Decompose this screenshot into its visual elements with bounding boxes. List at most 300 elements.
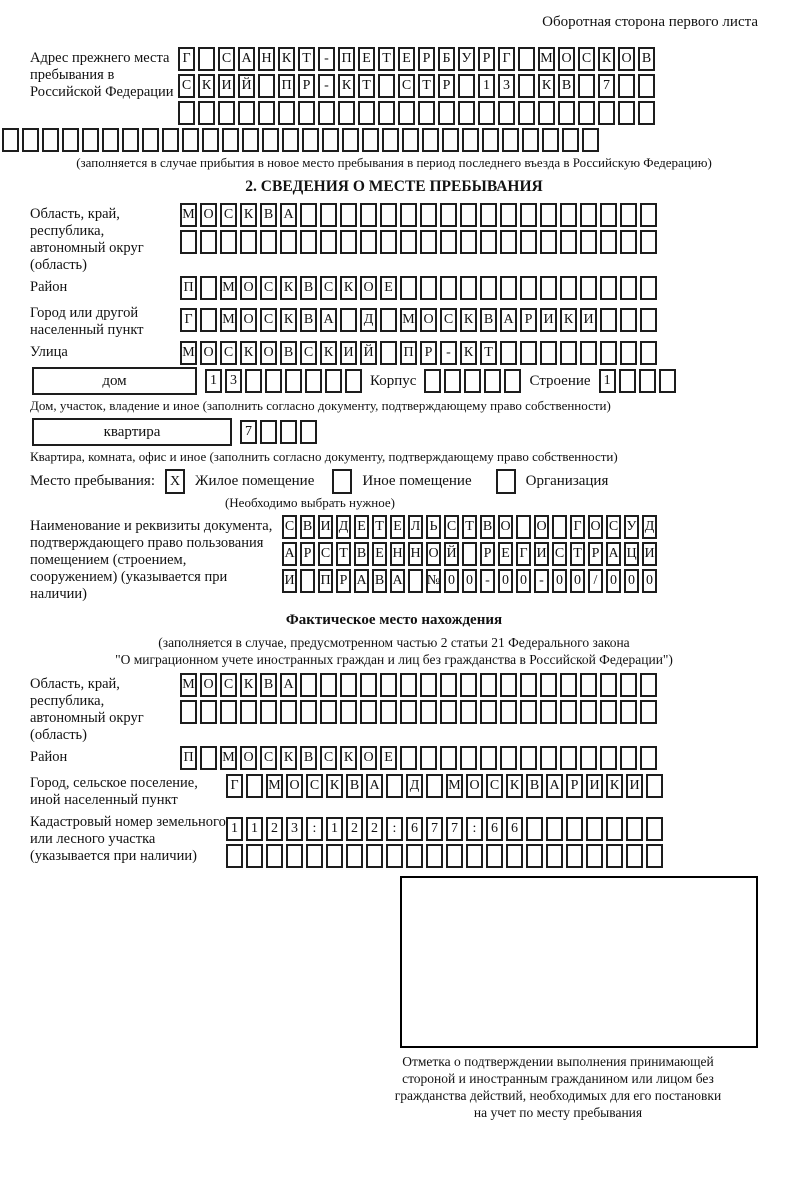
char-cell[interactable]: - bbox=[318, 47, 335, 71]
organizatsiya-checkbox[interactable] bbox=[496, 469, 516, 494]
char-cell[interactable] bbox=[226, 844, 243, 868]
fact-kadastr-row-1[interactable] bbox=[226, 817, 663, 841]
char-cell[interactable]: О bbox=[200, 673, 217, 697]
char-cell[interactable] bbox=[300, 673, 317, 697]
char-cell[interactable]: В bbox=[260, 203, 277, 227]
char-cell[interactable]: К bbox=[460, 341, 477, 365]
char-cell[interactable] bbox=[560, 341, 577, 365]
fact-gorod-row[interactable] bbox=[226, 774, 663, 798]
char-cell[interactable]: Т bbox=[378, 47, 395, 71]
char-cell[interactable]: И bbox=[318, 515, 333, 539]
char-cell[interactable]: И bbox=[642, 542, 657, 566]
char-cell[interactable] bbox=[578, 101, 595, 125]
char-cell[interactable]: С bbox=[260, 308, 277, 332]
char-cell[interactable]: Ц bbox=[624, 542, 639, 566]
char-cell[interactable] bbox=[500, 276, 517, 300]
char-cell[interactable] bbox=[500, 230, 517, 254]
char-cell[interactable] bbox=[400, 673, 417, 697]
char-cell[interactable] bbox=[480, 673, 497, 697]
char-cell[interactable] bbox=[380, 341, 397, 365]
char-cell[interactable] bbox=[260, 420, 277, 444]
char-cell[interactable]: Г bbox=[570, 515, 585, 539]
char-cell[interactable] bbox=[426, 844, 443, 868]
char-cell[interactable]: Р bbox=[420, 341, 437, 365]
char-cell[interactable]: В bbox=[638, 47, 655, 71]
char-cell[interactable] bbox=[580, 700, 597, 724]
char-cell[interactable]: Т bbox=[418, 74, 435, 98]
char-cell[interactable] bbox=[620, 230, 637, 254]
char-cell[interactable]: И bbox=[626, 774, 643, 798]
char-cell[interactable] bbox=[300, 700, 317, 724]
char-cell[interactable]: В bbox=[354, 542, 369, 566]
char-cell[interactable] bbox=[300, 203, 317, 227]
char-cell[interactable] bbox=[378, 74, 395, 98]
char-cell[interactable] bbox=[560, 746, 577, 770]
char-cell[interactable]: С bbox=[552, 542, 567, 566]
char-cell[interactable]: П bbox=[180, 276, 197, 300]
char-cell[interactable] bbox=[440, 700, 457, 724]
char-cell[interactable] bbox=[298, 101, 315, 125]
char-cell[interactable] bbox=[262, 128, 279, 152]
char-cell[interactable]: О bbox=[558, 47, 575, 71]
char-cell[interactable] bbox=[285, 369, 302, 393]
char-cell[interactable]: А bbox=[280, 673, 297, 697]
char-cell[interactable] bbox=[440, 746, 457, 770]
char-cell[interactable] bbox=[265, 369, 282, 393]
char-cell[interactable]: С bbox=[260, 276, 277, 300]
char-cell[interactable] bbox=[558, 101, 575, 125]
char-cell[interactable] bbox=[540, 746, 557, 770]
char-cell[interactable]: К bbox=[240, 673, 257, 697]
char-cell[interactable]: О bbox=[420, 308, 437, 332]
char-cell[interactable]: П bbox=[278, 74, 295, 98]
char-cell[interactable] bbox=[580, 746, 597, 770]
char-cell[interactable]: Н bbox=[258, 47, 275, 71]
char-cell[interactable] bbox=[600, 673, 617, 697]
char-cell[interactable]: М bbox=[446, 774, 463, 798]
char-cell[interactable]: П bbox=[338, 47, 355, 71]
char-cell[interactable]: П bbox=[318, 569, 333, 593]
char-cell[interactable]: И bbox=[218, 74, 235, 98]
char-cell[interactable] bbox=[62, 128, 79, 152]
char-cell[interactable]: С bbox=[220, 341, 237, 365]
char-cell[interactable] bbox=[360, 673, 377, 697]
char-cell[interactable] bbox=[400, 746, 417, 770]
char-cell[interactable] bbox=[340, 308, 357, 332]
char-cell[interactable] bbox=[640, 203, 657, 227]
char-cell[interactable]: 0 bbox=[552, 569, 567, 593]
char-cell[interactable] bbox=[498, 101, 515, 125]
char-cell[interactable]: К bbox=[326, 774, 343, 798]
char-cell[interactable] bbox=[586, 817, 603, 841]
char-cell[interactable] bbox=[460, 230, 477, 254]
char-cell[interactable] bbox=[618, 74, 635, 98]
char-cell[interactable] bbox=[640, 341, 657, 365]
char-cell[interactable] bbox=[280, 700, 297, 724]
char-cell[interactable]: О bbox=[360, 276, 377, 300]
char-cell[interactable]: Т bbox=[570, 542, 585, 566]
char-cell[interactable] bbox=[460, 276, 477, 300]
char-cell[interactable]: 1 bbox=[226, 817, 243, 841]
char-cell[interactable] bbox=[446, 844, 463, 868]
char-cell[interactable]: Е bbox=[380, 276, 397, 300]
char-cell[interactable] bbox=[620, 276, 637, 300]
char-cell[interactable] bbox=[540, 673, 557, 697]
char-cell[interactable] bbox=[340, 230, 357, 254]
char-cell[interactable] bbox=[286, 844, 303, 868]
char-cell[interactable]: М bbox=[220, 308, 237, 332]
char-cell[interactable] bbox=[464, 369, 481, 393]
char-cell[interactable] bbox=[486, 844, 503, 868]
char-cell[interactable]: М bbox=[266, 774, 283, 798]
char-cell[interactable]: К bbox=[340, 746, 357, 770]
char-cell[interactable]: Г bbox=[516, 542, 531, 566]
char-cell[interactable] bbox=[640, 673, 657, 697]
char-cell[interactable]: / bbox=[588, 569, 603, 593]
char-cell[interactable] bbox=[220, 700, 237, 724]
char-cell[interactable] bbox=[500, 673, 517, 697]
prev-address-row-4[interactable] bbox=[2, 128, 758, 152]
char-cell[interactable]: И bbox=[586, 774, 603, 798]
char-cell[interactable]: К bbox=[606, 774, 623, 798]
char-cell[interactable]: В bbox=[526, 774, 543, 798]
char-cell[interactable] bbox=[538, 101, 555, 125]
char-cell[interactable]: Г bbox=[178, 47, 195, 71]
char-cell[interactable]: 2 bbox=[346, 817, 363, 841]
char-cell[interactable]: К bbox=[340, 276, 357, 300]
char-cell[interactable]: Т bbox=[480, 341, 497, 365]
char-cell[interactable] bbox=[516, 515, 531, 539]
char-cell[interactable] bbox=[282, 128, 299, 152]
char-cell[interactable]: Ь bbox=[426, 515, 441, 539]
char-cell[interactable]: Г bbox=[498, 47, 515, 71]
char-cell[interactable] bbox=[598, 101, 615, 125]
char-cell[interactable]: Р bbox=[418, 47, 435, 71]
prev-address-row-2[interactable] bbox=[178, 74, 655, 98]
char-cell[interactable]: М bbox=[400, 308, 417, 332]
char-cell[interactable]: С bbox=[220, 673, 237, 697]
char-cell[interactable] bbox=[640, 746, 657, 770]
char-cell[interactable] bbox=[306, 844, 323, 868]
char-cell[interactable]: О bbox=[200, 341, 217, 365]
char-cell[interactable]: Н bbox=[408, 542, 423, 566]
char-cell[interactable] bbox=[520, 230, 537, 254]
char-cell[interactable] bbox=[300, 569, 315, 593]
char-cell[interactable] bbox=[246, 844, 263, 868]
char-cell[interactable]: О bbox=[426, 542, 441, 566]
char-cell[interactable] bbox=[600, 230, 617, 254]
char-cell[interactable]: С bbox=[260, 746, 277, 770]
char-cell[interactable] bbox=[424, 369, 441, 393]
char-cell[interactable]: С bbox=[440, 308, 457, 332]
char-cell[interactable] bbox=[300, 420, 317, 444]
char-cell[interactable] bbox=[266, 844, 283, 868]
char-cell[interactable]: А bbox=[282, 542, 297, 566]
char-cell[interactable]: 0 bbox=[606, 569, 621, 593]
char-cell[interactable]: К bbox=[280, 746, 297, 770]
char-cell[interactable] bbox=[600, 276, 617, 300]
char-cell[interactable] bbox=[398, 101, 415, 125]
char-cell[interactable] bbox=[562, 128, 579, 152]
char-cell[interactable]: К bbox=[240, 341, 257, 365]
char-cell[interactable] bbox=[400, 230, 417, 254]
char-cell[interactable]: М bbox=[180, 203, 197, 227]
char-cell[interactable] bbox=[300, 230, 317, 254]
char-cell[interactable]: Д bbox=[406, 774, 423, 798]
char-cell[interactable] bbox=[302, 128, 319, 152]
char-cell[interactable] bbox=[606, 817, 623, 841]
char-cell[interactable] bbox=[520, 203, 537, 227]
char-cell[interactable] bbox=[366, 844, 383, 868]
char-cell[interactable] bbox=[460, 700, 477, 724]
char-cell[interactable] bbox=[480, 276, 497, 300]
char-cell[interactable] bbox=[566, 817, 583, 841]
char-cell[interactable]: № bbox=[426, 569, 441, 593]
char-cell[interactable]: 0 bbox=[462, 569, 477, 593]
section2-raion-row[interactable] bbox=[180, 276, 657, 300]
char-cell[interactable] bbox=[360, 230, 377, 254]
char-cell[interactable] bbox=[578, 74, 595, 98]
char-cell[interactable] bbox=[620, 341, 637, 365]
stroenie-cells[interactable] bbox=[599, 369, 676, 393]
char-cell[interactable]: Е bbox=[358, 47, 375, 71]
char-cell[interactable] bbox=[360, 700, 377, 724]
char-cell[interactable]: А bbox=[238, 47, 255, 71]
char-cell[interactable]: С bbox=[444, 515, 459, 539]
char-cell[interactable]: Е bbox=[398, 47, 415, 71]
char-cell[interactable] bbox=[42, 128, 59, 152]
char-cell[interactable]: - bbox=[440, 341, 457, 365]
char-cell[interactable]: 1 bbox=[599, 369, 616, 393]
char-cell[interactable]: П bbox=[180, 746, 197, 770]
char-cell[interactable] bbox=[342, 128, 359, 152]
char-cell[interactable]: К bbox=[560, 308, 577, 332]
char-cell[interactable]: Р bbox=[566, 774, 583, 798]
prev-address-row-1[interactable] bbox=[178, 47, 655, 71]
char-cell[interactable] bbox=[320, 673, 337, 697]
char-cell[interactable]: 7 bbox=[426, 817, 443, 841]
char-cell[interactable] bbox=[504, 369, 521, 393]
char-cell[interactable]: Д bbox=[642, 515, 657, 539]
char-cell[interactable]: М bbox=[538, 47, 555, 71]
char-cell[interactable] bbox=[258, 74, 275, 98]
char-cell[interactable] bbox=[580, 276, 597, 300]
char-cell[interactable] bbox=[386, 774, 403, 798]
char-cell[interactable] bbox=[560, 230, 577, 254]
char-cell[interactable]: О bbox=[534, 515, 549, 539]
char-cell[interactable]: А bbox=[320, 308, 337, 332]
char-cell[interactable]: Т bbox=[298, 47, 315, 71]
char-cell[interactable]: Р bbox=[438, 74, 455, 98]
char-cell[interactable] bbox=[408, 569, 423, 593]
char-cell[interactable] bbox=[659, 369, 676, 393]
char-cell[interactable] bbox=[180, 700, 197, 724]
char-cell[interactable] bbox=[345, 369, 362, 393]
char-cell[interactable]: А bbox=[546, 774, 563, 798]
char-cell[interactable] bbox=[400, 700, 417, 724]
char-cell[interactable] bbox=[600, 203, 617, 227]
char-cell[interactable] bbox=[500, 700, 517, 724]
char-cell[interactable]: Т bbox=[358, 74, 375, 98]
char-cell[interactable]: Р bbox=[298, 74, 315, 98]
char-cell[interactable] bbox=[458, 74, 475, 98]
char-cell[interactable]: 3 bbox=[225, 369, 242, 393]
char-cell[interactable] bbox=[122, 128, 139, 152]
char-cell[interactable]: С bbox=[218, 47, 235, 71]
char-cell[interactable]: О bbox=[588, 515, 603, 539]
document-row-3[interactable] bbox=[282, 569, 657, 593]
char-cell[interactable] bbox=[620, 673, 637, 697]
char-cell[interactable] bbox=[340, 203, 357, 227]
char-cell[interactable]: С bbox=[606, 515, 621, 539]
char-cell[interactable] bbox=[400, 276, 417, 300]
char-cell[interactable]: С bbox=[220, 203, 237, 227]
char-cell[interactable]: В bbox=[480, 308, 497, 332]
char-cell[interactable]: 1 bbox=[246, 817, 263, 841]
char-cell[interactable]: К bbox=[240, 203, 257, 227]
char-cell[interactable]: С bbox=[178, 74, 195, 98]
char-cell[interactable] bbox=[362, 128, 379, 152]
char-cell[interactable]: М bbox=[220, 276, 237, 300]
char-cell[interactable]: 1 bbox=[326, 817, 343, 841]
char-cell[interactable] bbox=[380, 203, 397, 227]
char-cell[interactable] bbox=[200, 230, 217, 254]
char-cell[interactable] bbox=[198, 101, 215, 125]
char-cell[interactable]: Д bbox=[336, 515, 351, 539]
char-cell[interactable]: В bbox=[300, 276, 317, 300]
char-cell[interactable]: О bbox=[200, 203, 217, 227]
char-cell[interactable]: К bbox=[280, 308, 297, 332]
char-cell[interactable]: К bbox=[278, 47, 295, 71]
char-cell[interactable] bbox=[540, 700, 557, 724]
char-cell[interactable]: С bbox=[300, 341, 317, 365]
char-cell[interactable]: К bbox=[538, 74, 555, 98]
char-cell[interactable]: : bbox=[466, 817, 483, 841]
char-cell[interactable] bbox=[400, 203, 417, 227]
char-cell[interactable] bbox=[620, 700, 637, 724]
char-cell[interactable] bbox=[340, 673, 357, 697]
char-cell[interactable]: О bbox=[498, 515, 513, 539]
char-cell[interactable]: П bbox=[400, 341, 417, 365]
char-cell[interactable] bbox=[540, 203, 557, 227]
char-cell[interactable] bbox=[162, 128, 179, 152]
char-cell[interactable]: К bbox=[320, 341, 337, 365]
char-cell[interactable] bbox=[444, 369, 461, 393]
char-cell[interactable] bbox=[198, 47, 215, 71]
char-cell[interactable]: А bbox=[280, 203, 297, 227]
char-cell[interactable]: 7 bbox=[240, 420, 257, 444]
char-cell[interactable]: Е bbox=[354, 515, 369, 539]
char-cell[interactable]: Р bbox=[520, 308, 537, 332]
char-cell[interactable]: М bbox=[180, 341, 197, 365]
char-cell[interactable]: С bbox=[306, 774, 323, 798]
char-cell[interactable] bbox=[560, 276, 577, 300]
char-cell[interactable] bbox=[646, 774, 663, 798]
char-cell[interactable]: Й bbox=[238, 74, 255, 98]
fact-oblast-row-1[interactable] bbox=[180, 673, 657, 697]
zhiloe-checkbox[interactable]: X bbox=[165, 469, 185, 494]
char-cell[interactable] bbox=[380, 308, 397, 332]
char-cell[interactable]: - bbox=[480, 569, 495, 593]
char-cell[interactable] bbox=[420, 230, 437, 254]
char-cell[interactable] bbox=[258, 101, 275, 125]
char-cell[interactable]: К bbox=[598, 47, 615, 71]
char-cell[interactable]: И bbox=[540, 308, 557, 332]
char-cell[interactable] bbox=[480, 746, 497, 770]
char-cell[interactable] bbox=[246, 774, 263, 798]
char-cell[interactable] bbox=[440, 673, 457, 697]
char-cell[interactable] bbox=[462, 128, 479, 152]
char-cell[interactable]: 6 bbox=[506, 817, 523, 841]
char-cell[interactable]: Р bbox=[336, 569, 351, 593]
char-cell[interactable] bbox=[420, 700, 437, 724]
char-cell[interactable] bbox=[480, 230, 497, 254]
char-cell[interactable] bbox=[442, 128, 459, 152]
char-cell[interactable] bbox=[386, 844, 403, 868]
char-cell[interactable] bbox=[640, 700, 657, 724]
char-cell[interactable]: В bbox=[260, 673, 277, 697]
fact-oblast-row-2[interactable] bbox=[180, 700, 657, 724]
char-cell[interactable] bbox=[620, 308, 637, 332]
char-cell[interactable] bbox=[420, 203, 437, 227]
char-cell[interactable] bbox=[600, 746, 617, 770]
char-cell[interactable] bbox=[626, 817, 643, 841]
char-cell[interactable] bbox=[420, 746, 437, 770]
char-cell[interactable] bbox=[606, 844, 623, 868]
char-cell[interactable]: О bbox=[240, 746, 257, 770]
char-cell[interactable]: 2 bbox=[366, 817, 383, 841]
char-cell[interactable]: О bbox=[466, 774, 483, 798]
char-cell[interactable] bbox=[546, 817, 563, 841]
char-cell[interactable] bbox=[638, 101, 655, 125]
char-cell[interactable] bbox=[480, 203, 497, 227]
char-cell[interactable] bbox=[540, 341, 557, 365]
char-cell[interactable] bbox=[640, 230, 657, 254]
char-cell[interactable] bbox=[520, 341, 537, 365]
fact-kadastr-row-2[interactable] bbox=[226, 844, 663, 868]
char-cell[interactable] bbox=[520, 673, 537, 697]
char-cell[interactable] bbox=[500, 341, 517, 365]
char-cell[interactable]: К bbox=[280, 276, 297, 300]
char-cell[interactable] bbox=[620, 746, 637, 770]
char-cell[interactable] bbox=[238, 101, 255, 125]
char-cell[interactable]: 0 bbox=[570, 569, 585, 593]
char-cell[interactable]: С bbox=[398, 74, 415, 98]
char-cell[interactable]: Р bbox=[300, 542, 315, 566]
document-row-2[interactable] bbox=[282, 542, 657, 566]
char-cell[interactable]: Т bbox=[336, 542, 351, 566]
char-cell[interactable] bbox=[200, 746, 217, 770]
char-cell[interactable] bbox=[546, 844, 563, 868]
char-cell[interactable] bbox=[240, 700, 257, 724]
char-cell[interactable]: 1 bbox=[478, 74, 495, 98]
char-cell[interactable]: Р bbox=[480, 542, 495, 566]
char-cell[interactable]: И bbox=[534, 542, 549, 566]
char-cell[interactable]: 0 bbox=[516, 569, 531, 593]
char-cell[interactable]: : bbox=[306, 817, 323, 841]
char-cell[interactable] bbox=[600, 341, 617, 365]
char-cell[interactable]: Т bbox=[372, 515, 387, 539]
char-cell[interactable] bbox=[518, 74, 535, 98]
char-cell[interactable]: Р bbox=[588, 542, 603, 566]
char-cell[interactable] bbox=[240, 230, 257, 254]
char-cell[interactable] bbox=[526, 817, 543, 841]
char-cell[interactable]: А bbox=[500, 308, 517, 332]
char-cell[interactable] bbox=[338, 101, 355, 125]
char-cell[interactable]: А bbox=[606, 542, 621, 566]
char-cell[interactable] bbox=[506, 844, 523, 868]
char-cell[interactable] bbox=[640, 308, 657, 332]
